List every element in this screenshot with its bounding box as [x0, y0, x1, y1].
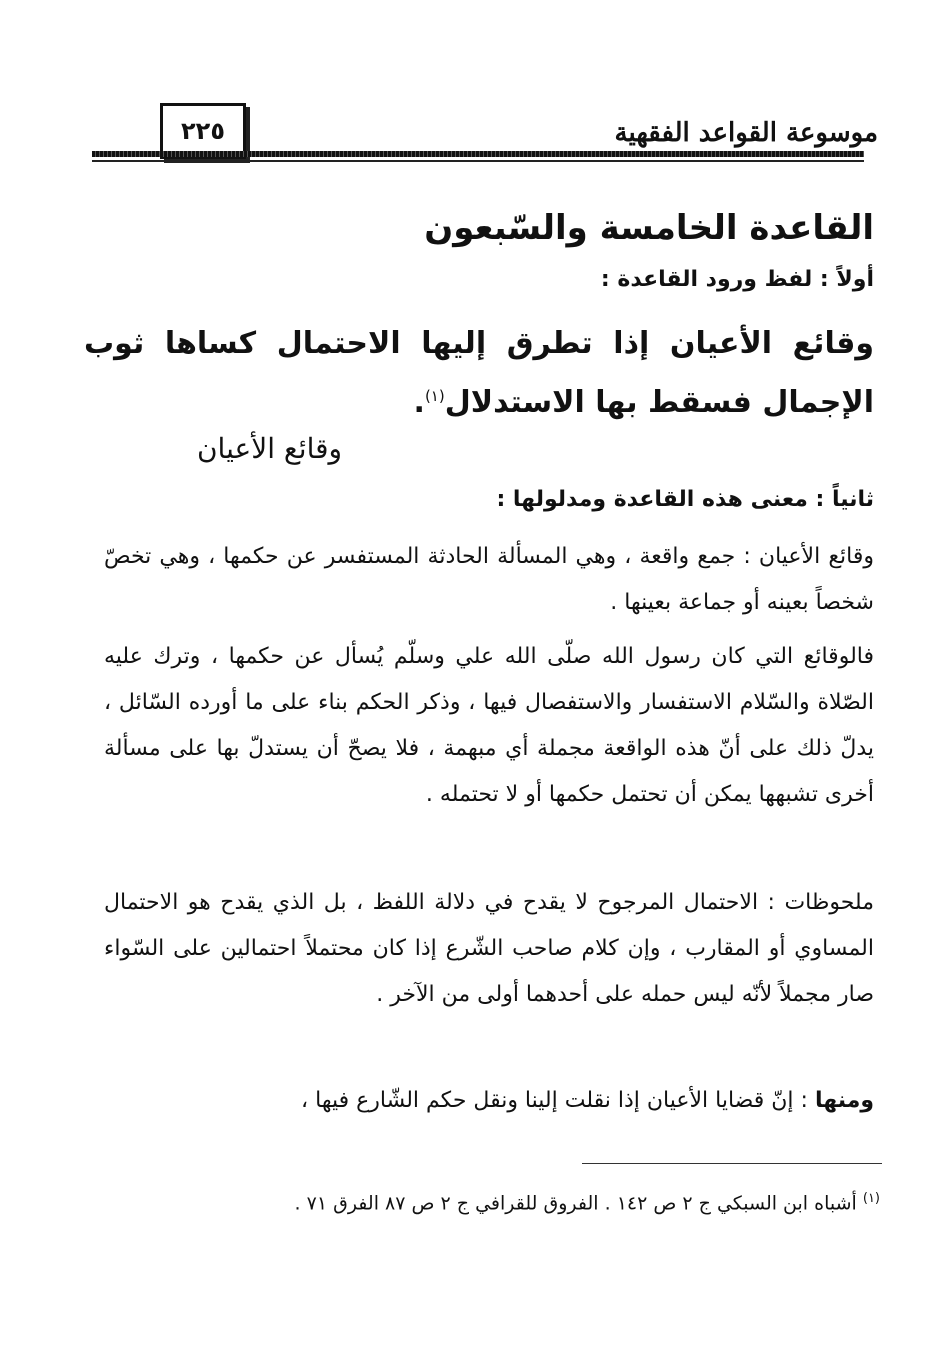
footnote [100, 1186, 880, 1216]
footnote-marker: (١) [862, 1191, 880, 1206]
section-heading-second: ثانياً : معنى هذه القاعدة ومدلولها : [496, 487, 874, 512]
book-title: موسوعة القواعد الفقهية [614, 118, 878, 148]
rule-quote [84, 318, 874, 429]
paragraph-examples [104, 1078, 874, 1124]
header-rule-thin [92, 160, 864, 162]
quote-end: . [413, 385, 425, 420]
paragraph-notes: ملحوظات : الاحتمال المرجوح لا يقدح في دلالة اللفظ ، بل الذي يقدح هو الاحتمال المساوي أو المقارب ، وإن كلام صاحب الشّرع إذا كان محتملاً احتمالين على السّواء صار مجملاً لأنّه ليس حمله على أحدهما أولى من الآخر . [104, 890, 874, 1007]
footnote-separator [582, 1163, 882, 1164]
quote-text: وقائع الأعيان إذا تطرق إليها الاحتمال كساها ثوب الإجمال فسقط بها الاستدلال [84, 326, 874, 420]
footnote-text: أشباه ابن السبكي ج ٢ ص ١٤٢ . الفروق للقرافي ج ٢ ص ٨٧ الفرق ٧١ . [294, 1192, 857, 1215]
rule-title: القاعدة الخامسة والسّبعون [424, 208, 874, 248]
paragraph-explanation: فالوقائع التي كان رسول الله صلّى الله علي وسلّم يُسأل عن حكمها ، وترك عليه الصّلاة والسّلام الاستفسار والاستفصال فيها ، وذكر الحكم بناء على ما أورده السّائل ، يدلّ ذلك على أنّ هذه الواقعة مجملة أي مبهمة ، فلا يصحّ أن يستدلّ بها على مسألة أخرى تشبهها يمكن أن تحتمل حكمها أو لا تحتمله . [104, 644, 874, 807]
section-heading-first: أولاً : لفظ ورود القاعدة : [600, 267, 874, 292]
header-rule-thick [92, 151, 864, 157]
page-number: ٢٢٥ [181, 117, 225, 145]
paragraph-definition: وقائع الأعيان : جمع واقعة ، وهي المسألة الحادثة المستفسر عن حكمها ، وهي تخصّ شخصاً بعينه أو جماعة بعينها . [104, 544, 874, 615]
footnote-ref: (١) [424, 387, 445, 405]
paragraph-rest: : إنّ قضايا الأعيان إذا نقلت إلينا ونقل حكم الشّارع فيها ، [301, 1088, 815, 1113]
paragraph-lead: ومنها [814, 1088, 874, 1113]
aside-text: وقائع الأعيان [196, 432, 342, 465]
